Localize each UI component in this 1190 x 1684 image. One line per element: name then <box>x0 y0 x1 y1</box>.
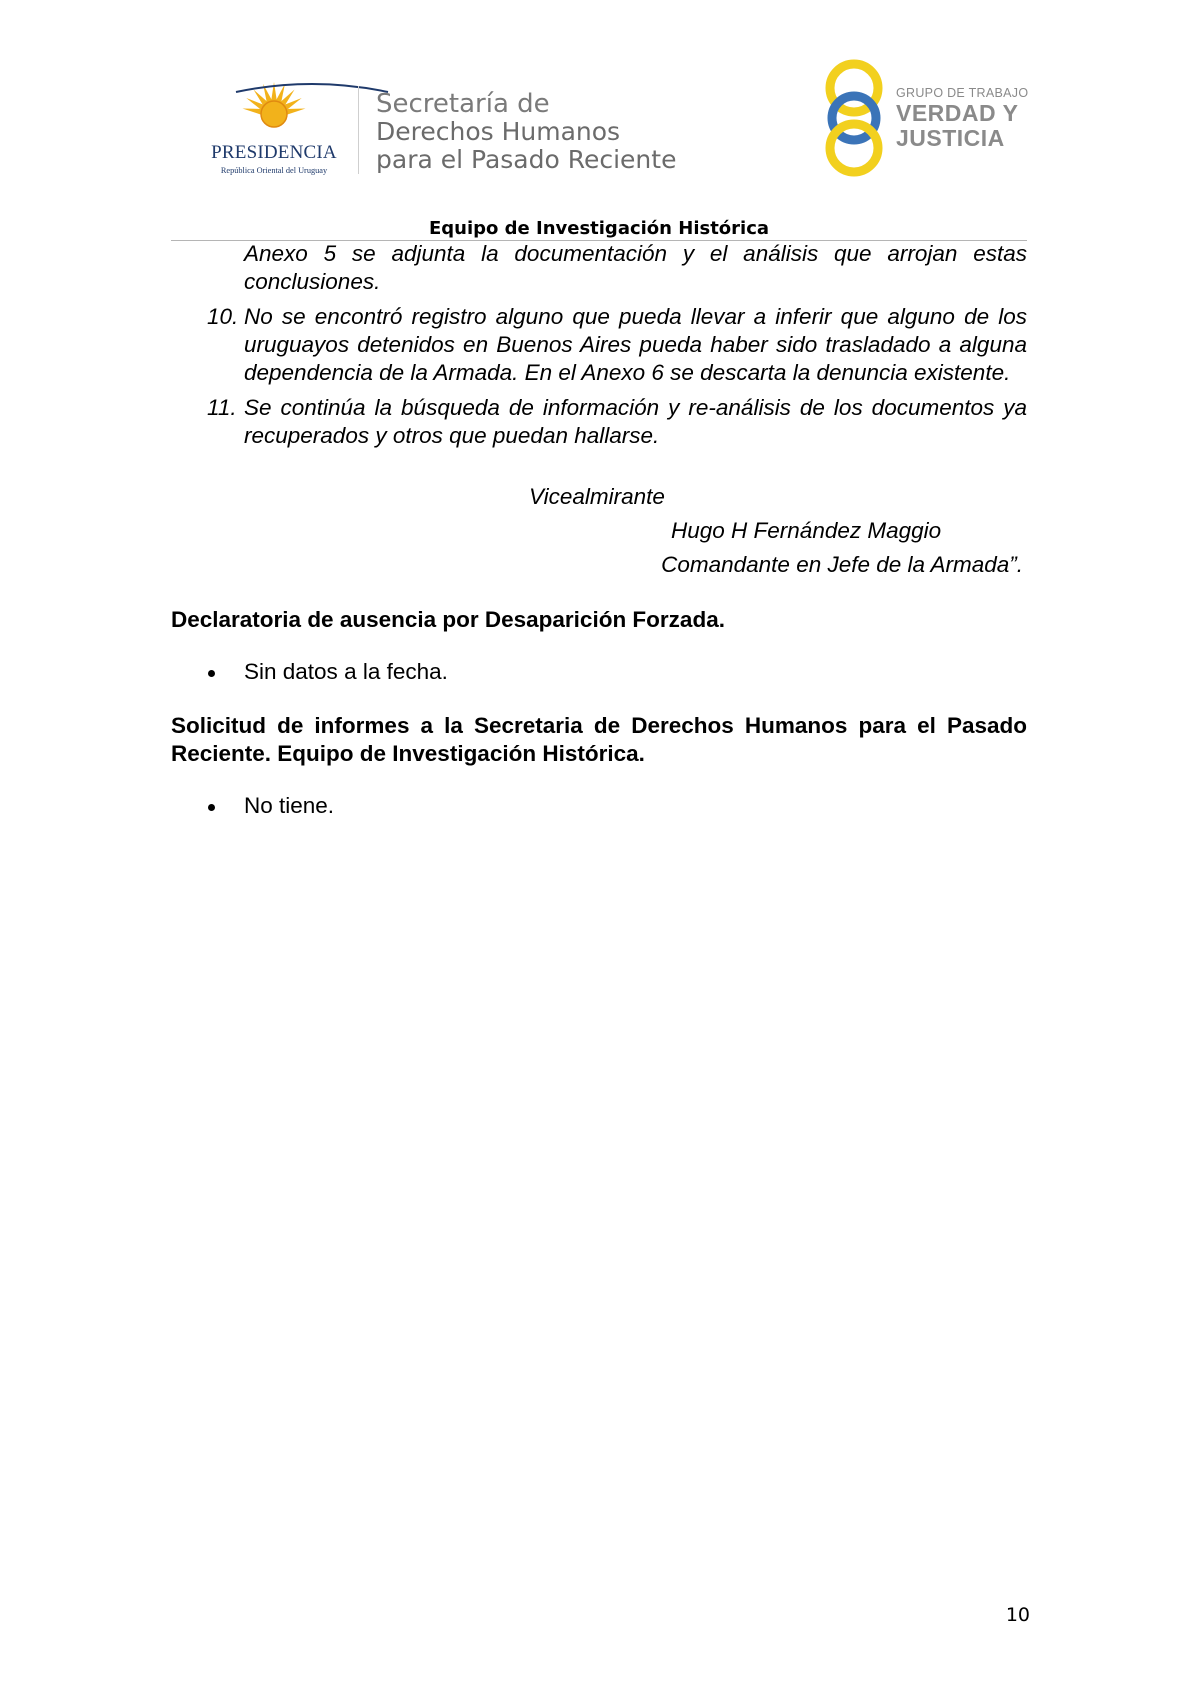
item-number: 11. <box>207 395 237 420</box>
page-content <box>171 240 1027 820</box>
secretaria-line-1: Secretaría de <box>376 89 550 119</box>
vyj-line-3: JUSTICIA <box>896 125 1005 151</box>
item-text: No se encontró registro alguno que pueda llevar a inferir que alguno de los uruguayos detenidos en Buenos Aires pueda haber sido trasladado a alguna dependencia de la Armada. En el Anexo 6 se descarta la denuncia existente. <box>244 304 1027 385</box>
logo-divider <box>358 86 359 174</box>
page-header <box>0 0 1190 240</box>
vyj-line-2: VERDAD Y <box>896 100 1019 126</box>
page-number: 10 <box>1005 1604 1030 1626</box>
continuation-paragraph: Anexo 5 se adjunta la documentación y el análisis que arrojan estas conclusiones. <box>244 241 1027 294</box>
signature-name: Hugo H Fernández Maggio <box>671 518 942 543</box>
bullet-text: Sin datos a la fecha. <box>244 659 448 684</box>
numbered-item-11 <box>171 394 1027 450</box>
section-heading-solicitud: Solicitud de informes a la Secretaria de Derechos Humanos para el Pasado Reciente. Equipo de Investigación Histórica. <box>171 713 1027 766</box>
secretaria-line-2: Derechos Humanos <box>376 117 621 146</box>
horizon-arc-icon <box>234 80 390 94</box>
signature-position: Comandante en Jefe de la Armada”. <box>661 552 1023 577</box>
verdad-justicia-logo <box>820 56 1030 180</box>
presidencia-logo <box>196 80 352 180</box>
item-text: Se continúa la búsqueda de información y re-análisis de los documentos ya recuperados y otros que puedan hallarse. <box>244 395 1027 448</box>
secretaria-logo-text <box>376 90 676 174</box>
vyj-line-1: GRUPO DE TRABAJO <box>896 86 1029 100</box>
bullet-text: No tiene. <box>244 793 335 818</box>
section-heading-declaratoria: Declaratoria de ausencia por Desaparición Forzada. <box>171 607 725 632</box>
item-number: 10. <box>207 304 239 329</box>
bullet-icon <box>208 804 215 811</box>
bullet-icon <box>208 670 215 677</box>
header-title: Equipo de Investigación Histórica <box>428 218 770 239</box>
list-item <box>171 792 1027 820</box>
signature-rank: Vicealmirante <box>529 484 665 509</box>
linked-rings-icon <box>820 56 890 180</box>
presidencia-word: PRESIDENCIA <box>211 142 337 163</box>
list-item <box>171 658 1027 686</box>
numbered-item-10 <box>171 303 1027 387</box>
secretaria-line-3: para el Pasado Reciente <box>376 145 677 174</box>
presidencia-subtitle: República Oriental del Uruguay <box>220 166 328 175</box>
